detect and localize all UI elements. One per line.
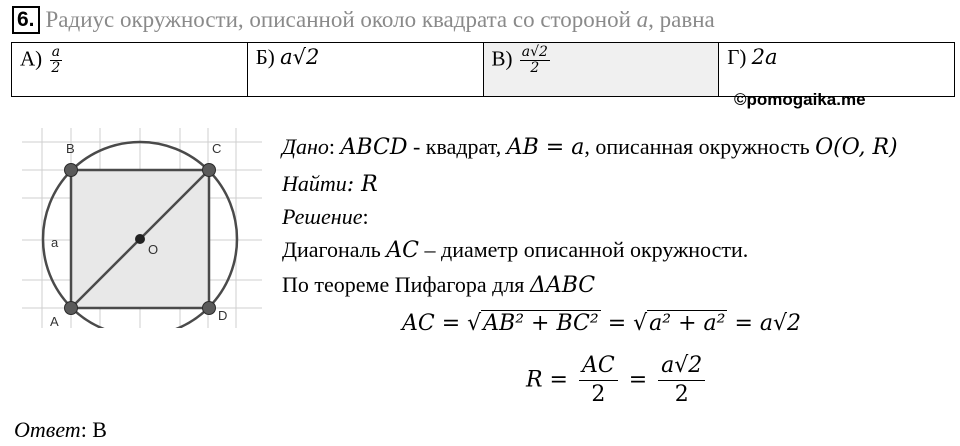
label-b: B <box>66 141 75 156</box>
point-a <box>65 302 78 315</box>
line1-text-c: – диаметр описанной окружности. <box>419 237 749 262</box>
given-colon: : <box>328 134 336 159</box>
line1-ac: AC <box>386 238 419 263</box>
find-value: : R <box>346 172 378 197</box>
eq2-num-2: a√2 <box>658 352 705 381</box>
eq1-left: AC = <box>402 311 468 336</box>
eq2-den-2: 2 <box>674 382 689 407</box>
eq1-radicand-1: AB² + BC² <box>483 311 599 336</box>
eq2-equals: = <box>628 367 648 393</box>
point-c <box>203 164 216 177</box>
given-line <box>282 134 898 160</box>
question-tail: , равна <box>648 7 715 32</box>
label-a: A <box>50 314 59 328</box>
option-b[interactable] <box>247 43 483 97</box>
given-circle: O(O, R) <box>815 135 898 160</box>
line2-triangle: ΔABC <box>529 273 596 298</box>
option-c[interactable] <box>483 43 719 97</box>
eq2-den-1: 2 <box>591 382 606 407</box>
given-ab: AB = a <box>506 135 585 160</box>
geometry-figure <box>22 128 262 328</box>
option-d-expr: 2a <box>751 45 778 69</box>
point-d <box>203 302 216 315</box>
point-o <box>135 234 145 244</box>
given-label: Дано <box>282 134 329 159</box>
eq1-radicand-2: a² + a² <box>649 311 726 336</box>
label-c: C <box>212 141 222 156</box>
option-c-fraction <box>520 45 550 76</box>
eq2-num-1: AC <box>579 352 618 381</box>
point-b <box>65 164 78 177</box>
answer-label: Ответ <box>14 417 81 442</box>
eq2-left: R = <box>526 367 575 393</box>
solution-label: Решение <box>282 204 363 229</box>
option-a-label: А) <box>20 46 43 71</box>
option-c-den: 2 <box>530 60 540 76</box>
option-a[interactable] <box>12 43 248 97</box>
option-d[interactable] <box>719 43 955 97</box>
label-side-a: a <box>51 235 59 250</box>
eq2-fraction-2 <box>658 352 705 409</box>
question-text: Радиус окружности, описанной около квадрата со стороной <box>45 7 631 32</box>
option-c-label: В) <box>491 46 513 71</box>
solution-colon: : <box>362 204 369 229</box>
line2-text-a: По теореме Пифагора для <box>282 272 530 297</box>
given-text-1: - квадрат, <box>407 134 507 159</box>
option-a-num: a <box>51 44 61 60</box>
solution-line-2 <box>282 272 595 298</box>
answer-value: : В <box>80 417 107 442</box>
label-o: O <box>148 242 159 257</box>
question-number: 6. <box>12 6 40 34</box>
option-b-label: Б) <box>255 45 275 69</box>
answer-line <box>14 417 107 443</box>
question-header <box>12 6 715 34</box>
given-text-2: , описанная окружность <box>584 134 816 159</box>
given-abcd: ABCD <box>340 135 408 160</box>
option-b-expr: a√2 <box>280 45 320 69</box>
label-d: D <box>218 308 228 323</box>
option-c-num: a√2 <box>521 44 548 60</box>
eq2-fraction-1 <box>579 352 618 409</box>
answer-options <box>11 42 955 97</box>
eq1-mid: = <box>600 311 634 336</box>
solution-line-1 <box>282 237 748 263</box>
option-a-fraction <box>49 45 62 76</box>
solution-heading <box>282 204 369 230</box>
find-label: Найти <box>282 171 347 196</box>
find-line <box>282 171 378 197</box>
equation-r <box>526 352 709 409</box>
equation-ac: AC = √AB² + BC² = √a² + a² = a√2 <box>402 311 802 336</box>
option-a-den: 2 <box>51 60 61 76</box>
eq1-right: = a√2 <box>727 311 802 336</box>
watermark: ©pomogaika.me <box>734 90 866 109</box>
option-d-label: Г) <box>727 45 747 69</box>
question-variable: a <box>636 7 649 32</box>
line1-text-a: Диагональ <box>282 237 387 262</box>
